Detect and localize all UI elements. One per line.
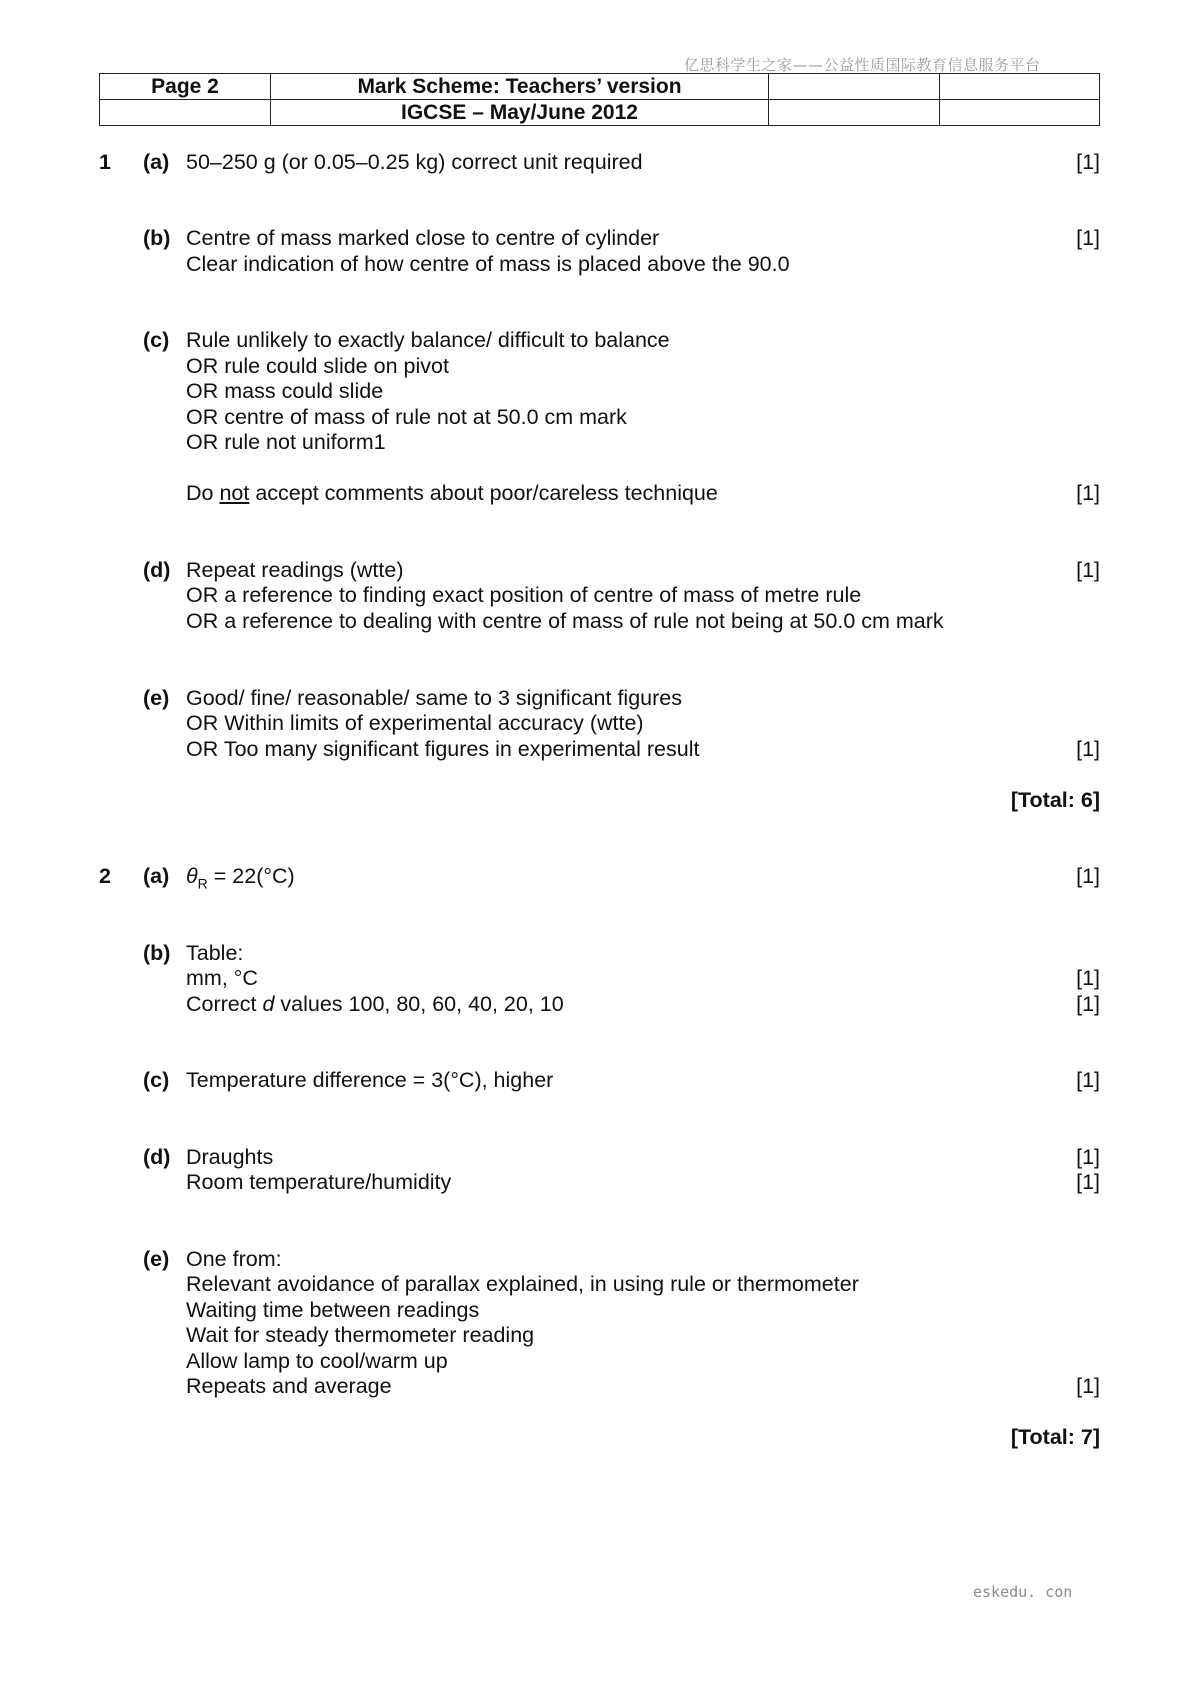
answer-text: One from: <box>186 1247 282 1271</box>
answer-text: Clear indication of how centre of mass is placed above the 90.0 <box>186 252 790 276</box>
part-label: (b) <box>143 941 171 965</box>
mark: [1] <box>1076 1068 1100 1092</box>
part-label: (d) <box>143 1145 171 1169</box>
answer-text: OR mass could slide <box>186 379 384 403</box>
question-number: 2 <box>99 864 111 888</box>
mark: [1] <box>1076 864 1100 888</box>
mark: [1] <box>1076 966 1100 990</box>
part-label: (a) <box>143 864 170 888</box>
header-empty-cell <box>769 74 940 100</box>
answer-text: Waiting time between readings <box>186 1298 480 1322</box>
mark: [1] <box>1076 1145 1100 1169</box>
answer-text: Table: <box>186 941 244 965</box>
part-label: (e) <box>143 686 170 710</box>
answer-text: Relevant avoidance of parallax explained, in using rule or thermometer <box>186 1272 859 1296</box>
answer-text: 50–250 g (or 0.05–0.25 kg) correct unit required <box>186 150 643 174</box>
header-page: Page 2 <box>100 74 271 100</box>
mark: [1] <box>1076 1374 1100 1398</box>
mark: [1] <box>1076 481 1100 505</box>
mark: [1] <box>1076 558 1100 582</box>
question-number: 1 <box>99 150 111 174</box>
total-mark: [Total: 7] <box>1010 1425 1100 1449</box>
header-empty-cell <box>769 100 940 126</box>
answer-note: Do not accept comments about poor/careless technique <box>186 481 718 505</box>
mark: [1] <box>1076 992 1100 1016</box>
answer-text: $\theta_R = 22(^\circ C)$ <box>186 864 295 892</box>
answer-text: Allow lamp to cool/warm up <box>186 1349 448 1373</box>
part-label: (c) <box>143 1068 170 1092</box>
mark: [1] <box>1076 226 1100 250</box>
mark: [1] <box>1076 1170 1100 1194</box>
part-label: (e) <box>143 1247 170 1271</box>
part-label: (a) <box>143 150 170 174</box>
answer-text: OR Too many significant figures in experimental result <box>186 737 700 761</box>
answer-text: Draughts <box>186 1145 274 1169</box>
answer-text: Correct d values 100, 80, 60, 40, 20, 10 <box>186 992 564 1016</box>
watermark-top: 亿思科学生之家——公益性质国际教育信息服务平台 <box>684 56 1041 74</box>
mark: [1] <box>1076 737 1100 761</box>
part-label: (c) <box>143 328 170 352</box>
answer-text: Rule unlikely to exactly balance/ difficult to balance <box>186 328 670 352</box>
answer-text: OR Within limits of experimental accuracy (wtte) <box>186 711 644 735</box>
watermark-bottom: eskedu. con <box>973 1583 1073 1601</box>
header-empty-cell <box>940 74 1100 100</box>
answer-text: OR centre of mass of rule not at 50.0 cm mark <box>186 405 627 429</box>
answer-text: Room temperature/humidity <box>186 1170 452 1194</box>
header-subtitle: IGCSE – May/June 2012 <box>271 100 769 126</box>
header-title: Mark Scheme: Teachers’ version <box>271 74 769 100</box>
header-empty-cell <box>100 100 271 126</box>
part-label: (d) <box>143 558 171 582</box>
answer-text: OR rule could slide on pivot <box>186 354 449 378</box>
answer-text: Centre of mass marked close to centre of cylinder <box>186 226 660 250</box>
answer-text: OR a reference to dealing with centre of mass of rule not being at 50.0 cm mark <box>186 609 944 633</box>
answer-text: Repeats and average <box>186 1374 392 1398</box>
header-table <box>99 73 1100 126</box>
answer-text: OR rule not uniform1 <box>186 430 386 454</box>
header-empty-cell <box>940 100 1100 126</box>
total-mark: [Total: 6] <box>1010 788 1100 812</box>
answer-text: Repeat readings (wtte) <box>186 558 404 582</box>
answer-text: Good/ fine/ reasonable/ same to 3 significant figures <box>186 686 682 710</box>
answer-text: OR a reference to finding exact position of centre of mass of metre rule <box>186 583 862 607</box>
answer-text: Wait for steady thermometer reading <box>186 1323 535 1347</box>
part-label: (b) <box>143 226 171 250</box>
answer-text: Temperature difference = 3(°C), higher <box>186 1068 554 1092</box>
mark: [1] <box>1076 150 1100 174</box>
answer-text: mm, °C <box>186 966 258 990</box>
